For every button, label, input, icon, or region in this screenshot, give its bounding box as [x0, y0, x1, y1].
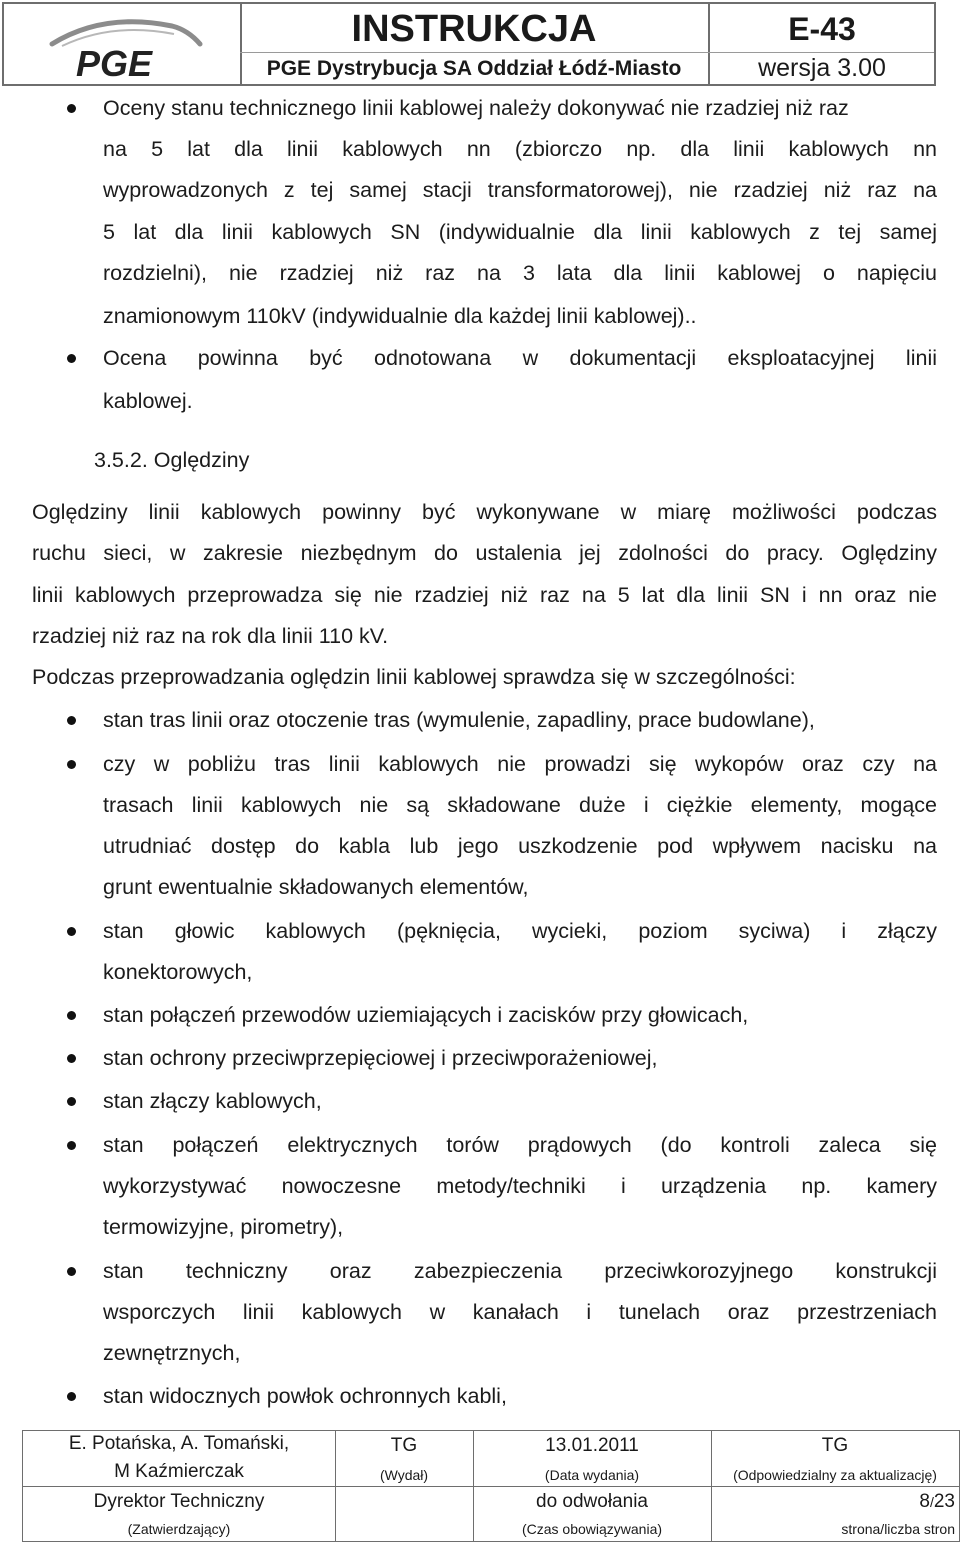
page-total: 23: [933, 1491, 955, 1512]
bullet-marker: [67, 760, 76, 769]
list-item: trasach linii kablowych nie są składowane duże i ciężkie elementy, mogące: [103, 793, 937, 817]
text-line: znamionowym 110kV (indywidualnie dla każdej linii kablowej)..: [103, 304, 697, 328]
text-line: na 5 lat dla linii kablowych nn (zbiorczo np. dla linii kablowych nn: [103, 137, 937, 161]
bullet-marker: [67, 1267, 76, 1276]
document-code: E-43: [788, 11, 856, 47]
text-line: Oceny stanu technicznego linii kablowej należy dokonywać nie rzadziej niż raz: [103, 96, 849, 120]
list-item: stan złączy kablowych,: [103, 1089, 322, 1113]
header-divider: [240, 52, 934, 53]
bullet-marker: [67, 1011, 76, 1020]
list-item: czy w pobliżu tras linii kablowych nie prowadzi się wykopów oraz czy na: [103, 752, 937, 776]
footer-approver: Dyrektor Techniczny: [93, 1491, 265, 1512]
organization-name: PGE Dystrybucja SA Oddział Łódź-Miasto: [266, 57, 682, 80]
footer-page-label: strona/liczba stron: [841, 1521, 955, 1537]
text-line: kablowej.: [103, 389, 193, 413]
bullet-marker: [67, 1392, 76, 1401]
bullet-marker: [67, 1141, 76, 1150]
document-footer: [22, 1430, 960, 1542]
page-current: 8: [919, 1491, 930, 1512]
list-item: stan głowic kablowych (pęknięcia, wycieki, poziom syciwa) i złączy: [103, 919, 937, 943]
list-item: stan widocznych powłok ochronnych kabli,: [103, 1384, 507, 1408]
page-separator: /: [929, 1494, 934, 1510]
bullet-marker: [67, 927, 76, 936]
text-line: Podczas przeprowadzania oględzin linii kablowej sprawdza się w szczególności:: [32, 665, 796, 689]
document-version: wersja 3.00: [758, 54, 886, 82]
bullet-marker: [67, 1097, 76, 1106]
bullet-marker: [67, 104, 76, 113]
list-item: stan tras linii oraz otoczenie tras (wymulenie, zapadliny, prace budowlane),: [103, 708, 815, 732]
footer-issue-date-label: (Data wydania): [544, 1467, 640, 1483]
list-item: grunt ewentualnie składowanych elementów,: [103, 875, 529, 899]
text-line: rozdzielni), nie rzadziej niż raz na 3 lata dla linii kablowej o napięciu: [103, 261, 937, 285]
footer-validity: do odwołania: [536, 1491, 648, 1512]
footer-validity-label: (Czas obowiązywania): [521, 1521, 663, 1537]
footer-issued-by-label: (Wydał): [379, 1467, 429, 1483]
list-item: stan ochrony przeciwprzepięciowej i przeciwporażeniowej,: [103, 1046, 658, 1070]
footer-divider: [23, 1486, 959, 1487]
document-type-title: INSTRUKCJA: [351, 8, 597, 50]
footer-issued-by: TG: [390, 1435, 418, 1456]
footer-approver-label: (Zatwierdzający): [127, 1521, 231, 1537]
list-item: konektorowych,: [103, 960, 253, 984]
list-item: wsporczych linii kablowych w kanałach i tunelach oraz przestrzeniach: [103, 1300, 937, 1324]
footer-responsible: TG: [821, 1435, 849, 1456]
bullet-marker: [67, 354, 76, 363]
list-item: termowizyjne, pirometry),: [103, 1215, 344, 1239]
footer-authors: E. Potańska, A. Tomański,: [68, 1433, 290, 1454]
bullet-marker: [67, 1054, 76, 1063]
logo-text: PGE: [76, 43, 153, 84]
list-item: zewnętrznych,: [103, 1341, 241, 1365]
document-header: [2, 2, 936, 86]
list-item: stan techniczny oraz zabezpieczenia przeciwkorozyjnego konstrukcji: [103, 1259, 937, 1283]
footer-authors: M Kaźmierczak: [114, 1461, 244, 1482]
text-line: wyprowadzonych z tej samej stacji transformatorowej), nie rzadziej niż raz na: [103, 178, 937, 202]
list-item: utrudniać dostęp do kabla lub jego uszkodzenie pod wpływem nacisku na: [103, 834, 937, 858]
section-heading: 3.5.2. Oględziny: [94, 448, 250, 472]
list-item: stan połączeń przewodów uziemiających i zacisków przy głowicach,: [103, 1003, 749, 1027]
bullet-marker: [67, 716, 76, 725]
list-item: stan połączeń elektrycznych torów prądowych (do kontroli zaleca się: [103, 1133, 937, 1157]
footer-responsible-label: (Odpowiedzialny za aktualizację): [733, 1467, 937, 1483]
text-line: linii kablowych przeprowadza się nie rzadziej niż raz na 5 lat dla linii SN i nn oraz nie: [32, 583, 937, 607]
pge-logo: [4, 4, 242, 84]
text-line: 5 lat dla linii kablowych SN (indywidualnie dla linii kablowych z tej samej: [103, 220, 937, 244]
pge-logo-graphic: [4, 4, 240, 84]
list-item: wykorzystywać nowoczesne metody/techniki i urządzenia np. kamery: [103, 1174, 937, 1198]
footer-issue-date: 13.01.2011: [545, 1435, 639, 1456]
text-line: Ocena powinna być odnotowana w dokumentacji eksploatacyjnej linii: [103, 346, 937, 370]
footer-page-number: [711, 1491, 955, 1513]
text-line: ruchu sieci, w zakresie niezbędnym do ustalenia jej zdolności do pracy. Oględziny: [32, 541, 937, 565]
text-line: rzadziej niż raz na rok dla linii 110 kV.: [32, 624, 389, 648]
text-line: Oględziny linii kablowych powinny być wykonywane w miarę możliwości podczas: [32, 500, 937, 524]
